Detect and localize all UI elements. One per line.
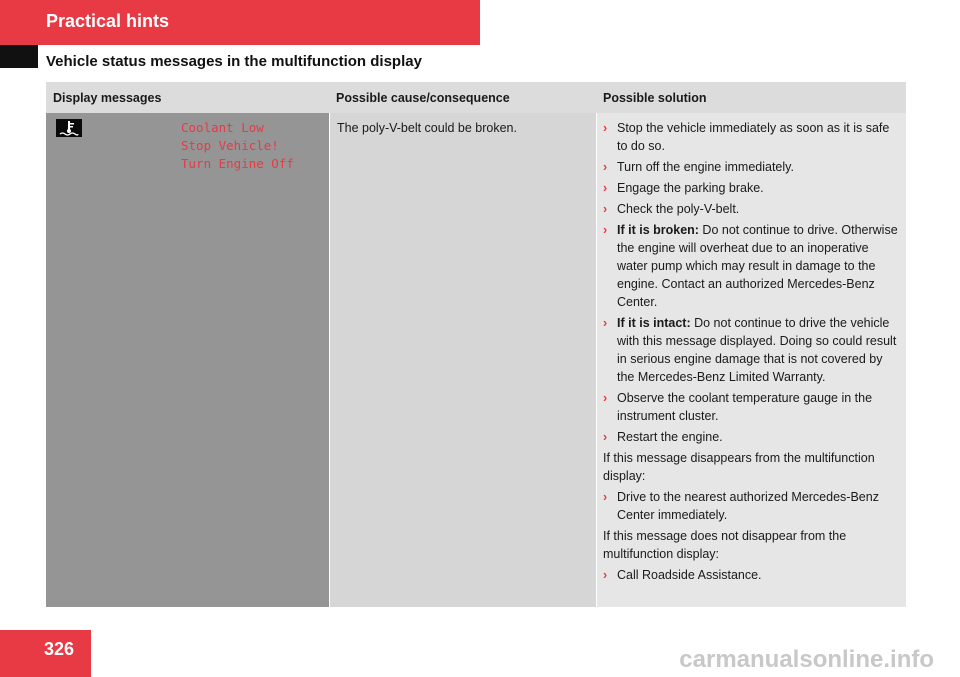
lcd-line: Stop Vehicle! bbox=[181, 138, 279, 153]
solution-cell bbox=[596, 113, 906, 607]
column-header-solution: Possible solution bbox=[596, 82, 906, 113]
corner-marker bbox=[0, 45, 38, 68]
section-header-bar bbox=[0, 0, 480, 45]
solution-column bbox=[596, 82, 906, 607]
status-messages-table bbox=[46, 82, 906, 607]
step-arrow-icon: › bbox=[603, 223, 608, 237]
cause-text: The poly-V-belt could be broken. bbox=[337, 121, 517, 135]
cause-cell bbox=[329, 113, 596, 607]
page-number-box bbox=[0, 630, 91, 677]
step-arrow-icon: › bbox=[603, 391, 608, 405]
step-arrow-icon: › bbox=[603, 181, 608, 195]
lcd-line: Coolant Low bbox=[181, 120, 264, 135]
step-arrow-icon: › bbox=[603, 430, 608, 444]
cause-column bbox=[329, 82, 596, 607]
solution-step: › Check the poly-V-belt. bbox=[603, 202, 740, 216]
solution-step: › Turn off the engine immediately. bbox=[603, 160, 794, 174]
display-messages-column bbox=[46, 82, 329, 607]
solution-step: › Stop the vehicle immediately as soon as it is safe to do so. bbox=[603, 121, 890, 153]
solution-step: › Restart the engine. bbox=[603, 430, 723, 444]
column-header-display: Display messages bbox=[46, 82, 329, 113]
solution-step: › If it is intact: Do not continue to drive the vehicle with this message displayed. Doing so could result in serious engine damage that is not covered by the Mercedes-Benz Limited Warranty. bbox=[603, 316, 897, 384]
step-arrow-icon: › bbox=[603, 490, 608, 504]
solution-step: › Drive to the nearest authorized Mercedes-Benz Center immediately. bbox=[603, 490, 879, 522]
solution-step: › Engage the parking brake. bbox=[603, 181, 764, 195]
solution-note: If this message disappears from the multifunction display: bbox=[603, 451, 875, 483]
step-arrow-icon: › bbox=[603, 121, 608, 135]
display-cell bbox=[46, 113, 329, 607]
lcd-message bbox=[181, 119, 294, 173]
step-arrow-icon: › bbox=[603, 160, 608, 174]
watermark: carmanualsonline.info bbox=[679, 646, 934, 673]
step-arrow-icon: › bbox=[603, 202, 608, 216]
section-title: Practical hints bbox=[46, 11, 170, 31]
solution-list bbox=[603, 119, 900, 587]
page-number: 326 bbox=[44, 639, 75, 659]
column-header-cause: Possible cause/consequence bbox=[329, 82, 596, 113]
page-subtitle: Vehicle status messages in the multifunction display bbox=[46, 53, 422, 70]
step-arrow-icon: › bbox=[603, 568, 608, 582]
solution-step: › Observe the coolant temperature gauge in the instrument cluster. bbox=[603, 391, 873, 423]
solution-step: › If it is broken: Do not continue to drive. Otherwise the engine will overheat due to an inoperative water pump which may result in damage to the engine. Contact an authorized Mercedes-Benz Center. bbox=[603, 223, 898, 309]
coolant-temperature-icon bbox=[56, 119, 82, 137]
solution-note: If this message does not disappear from the multifunction display: bbox=[603, 529, 847, 561]
solution-step: › Call Roadside Assistance. bbox=[603, 568, 762, 582]
step-arrow-icon: › bbox=[603, 316, 608, 330]
lcd-line: Turn Engine Off bbox=[181, 156, 294, 171]
